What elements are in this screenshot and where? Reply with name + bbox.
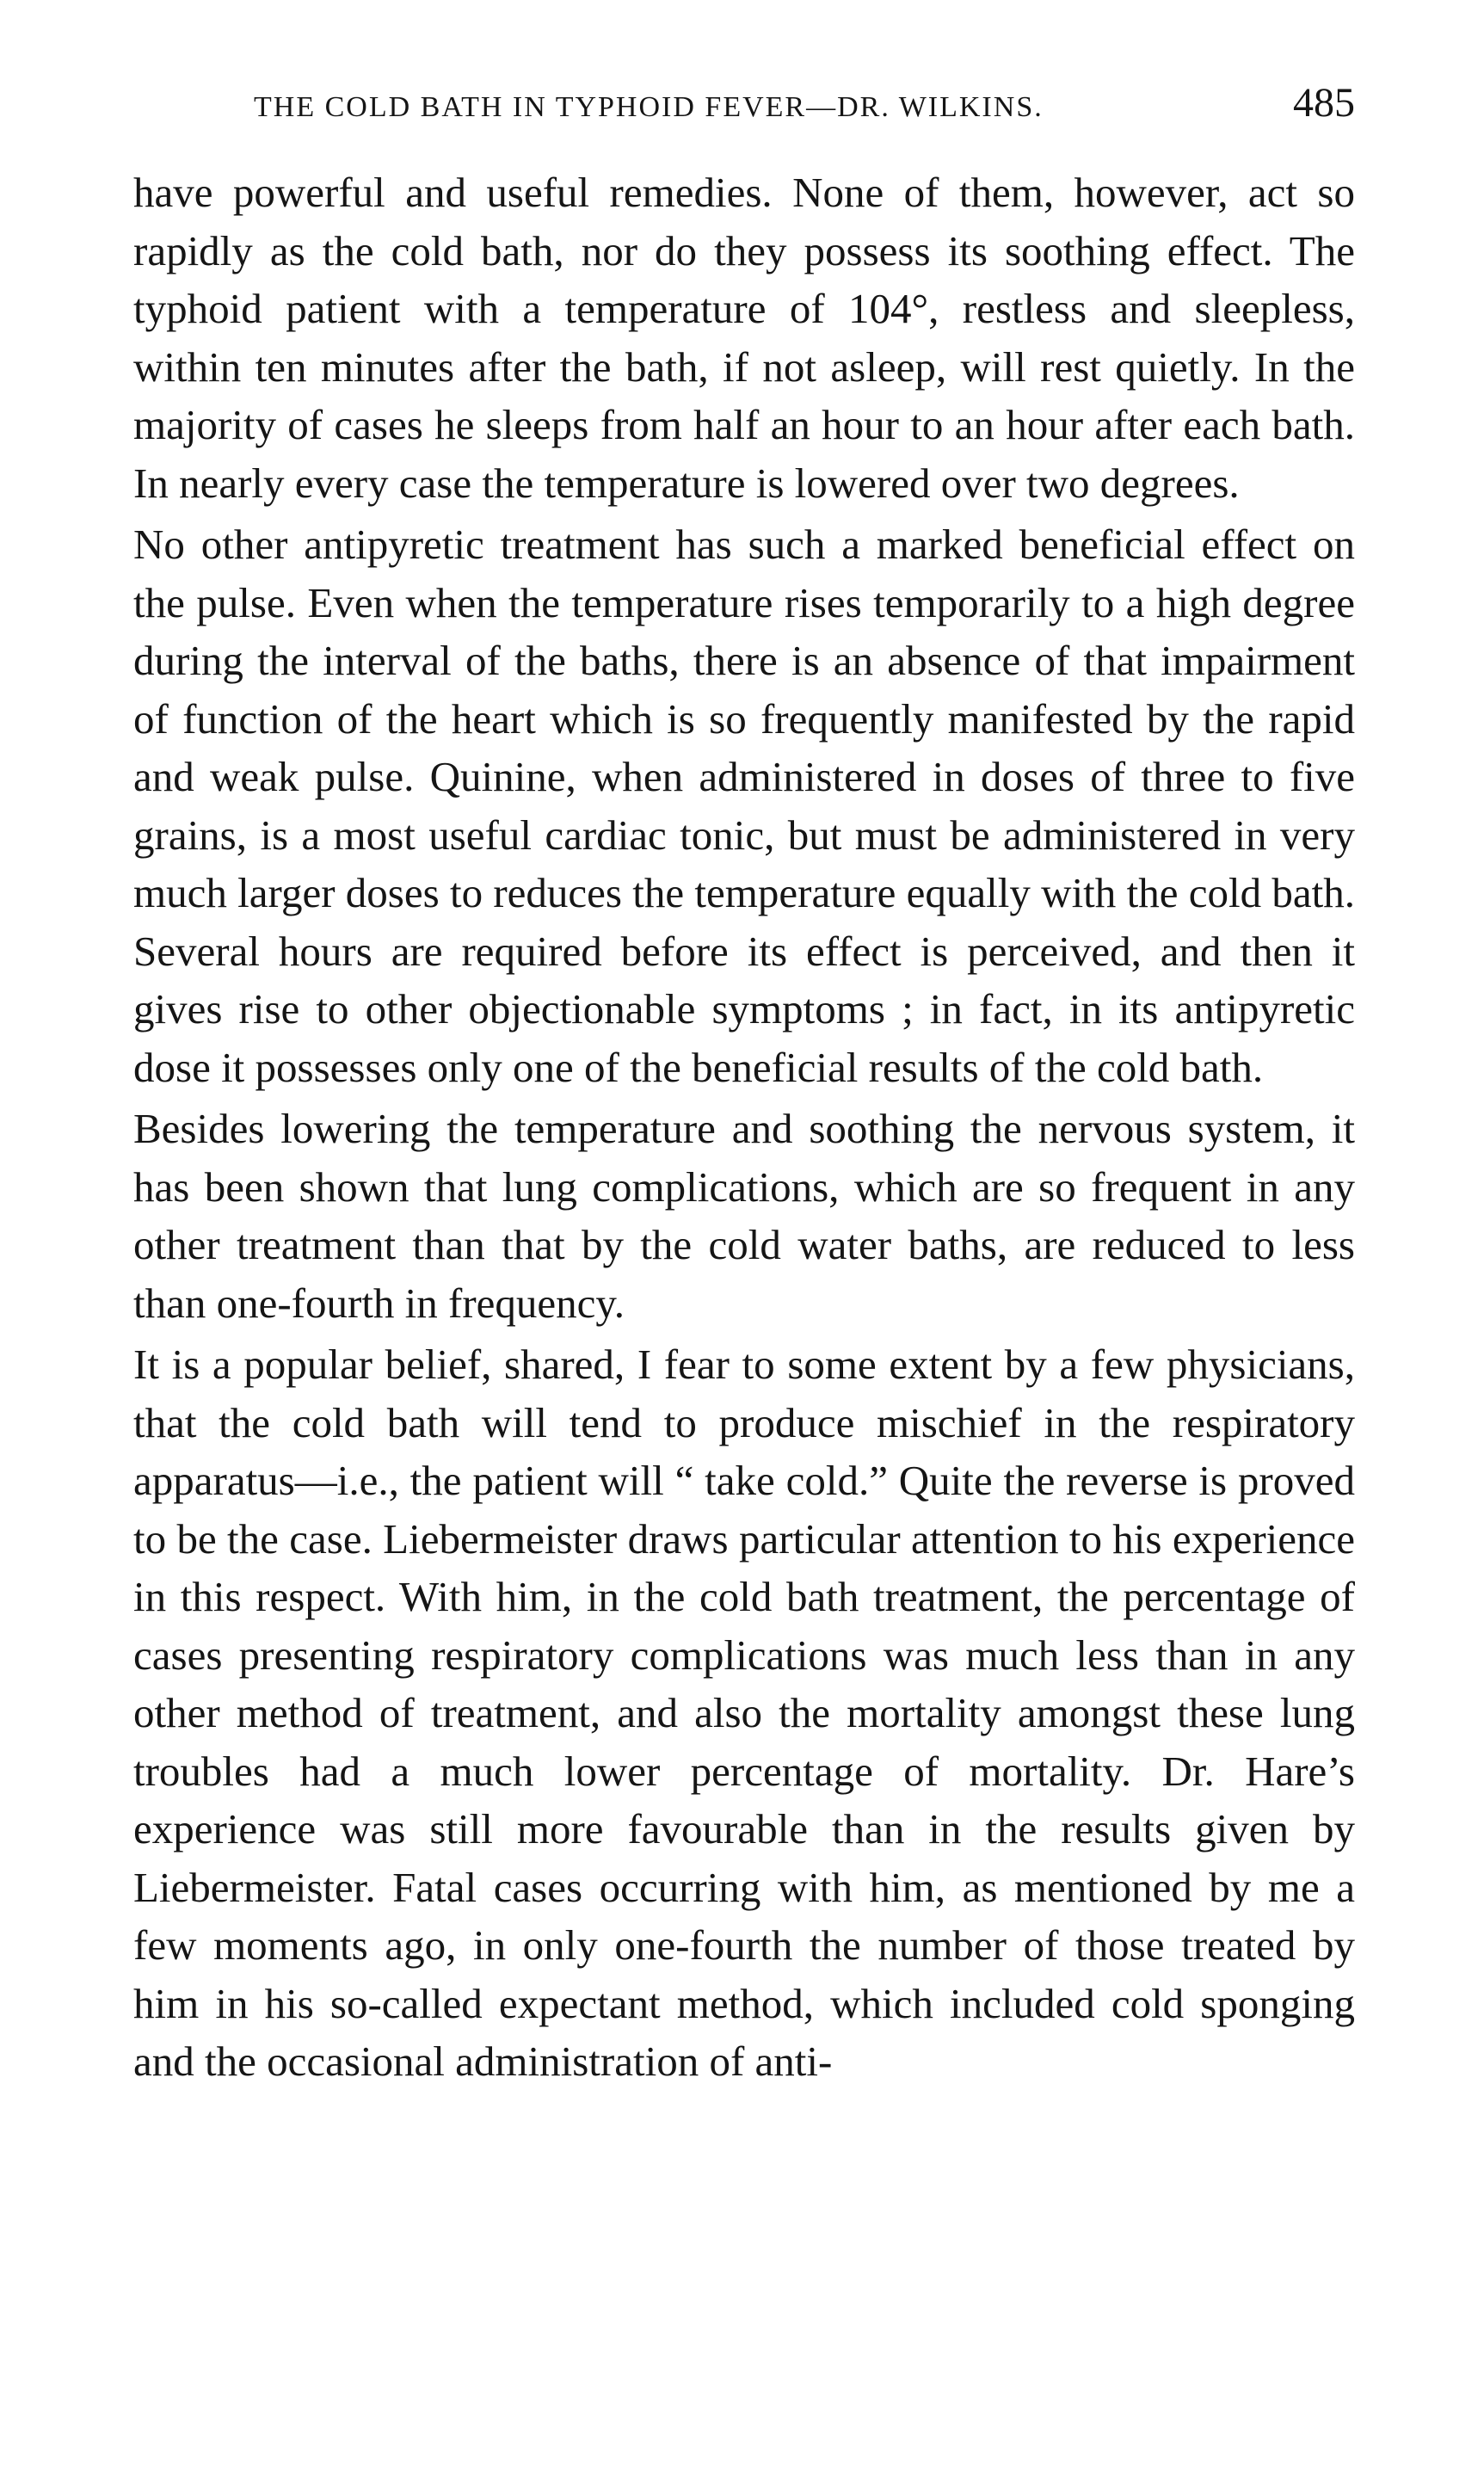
paragraph-1: have powerful and useful remedies. None of them, however, act so rapidly as the cold bath, nor do they possess its soothing effect. The typhoid patient with a temperature of 104°, restless and sleepless, within ten minutes after the bath, if not asleep, will rest quietly. In the majority of cases he sleeps from half an hour to an hour after each bath. In nearly every case the temperature is lowered over two degrees. [133, 169, 1355, 507]
running-header [133, 79, 1355, 131]
running-title: THE COLD BATH IN TYPHOID FEVER—DR. WILKINS. [254, 91, 1044, 123]
paragraph-3: Besides lowering the temperature and soothing the nervous system, it has been shown that lung complications, which are so frequent in any other treatment than that by the cold water baths, are reduced to less than one-fourth in frequency. [133, 1105, 1355, 1327]
body-text [133, 163, 1355, 2091]
paragraph-2: No other antipyretic treatment has such a marked beneficial effect on the pulse. Even when the temperature rises temporarily to a high degree during the interval of the baths, there is an absence of that impairment of function of the heart which is so frequently manifested by the rapid and weak pulse. Quinine, when administered in doses of three to five grains, is a most useful cardiac tonic, but must be administered in very much larger doses to reduces the temperature equally with the cold bath. Several hours are required before its effect is perceived, and then it gives rise to other objectionable symptoms ; in fact, in its antipyretic dose it possesses only one of the beneficial results of the cold bath. [133, 521, 1355, 1091]
page-number: 485 [1293, 80, 1355, 126]
paragraph-4: It is a popular belief, shared, I fear to some extent by a few physicians, that the cold bath will tend to produce mischief in the respiratory apparatus—i.e., the patient will “ take cold.” Quite the reverse is proved to be the case. Liebermeister draws particular attention to his experience in this respect. With him, in the cold bath treatment, the percentage of cases presenting respiratory complications was much less than in any other method of treatment, and also the mortality amongst these lung troubles had a much lower percentage of mortality. Dr. Hare’s experience was still more favourable than in the results given by Liebermeister. Fatal cases occurring with him, as mentioned by me a few moments ago, in only one-fourth the number of those treated by him in his so-called expectant method, which included cold sponging and the occasional administration of anti- [133, 1341, 1355, 2085]
